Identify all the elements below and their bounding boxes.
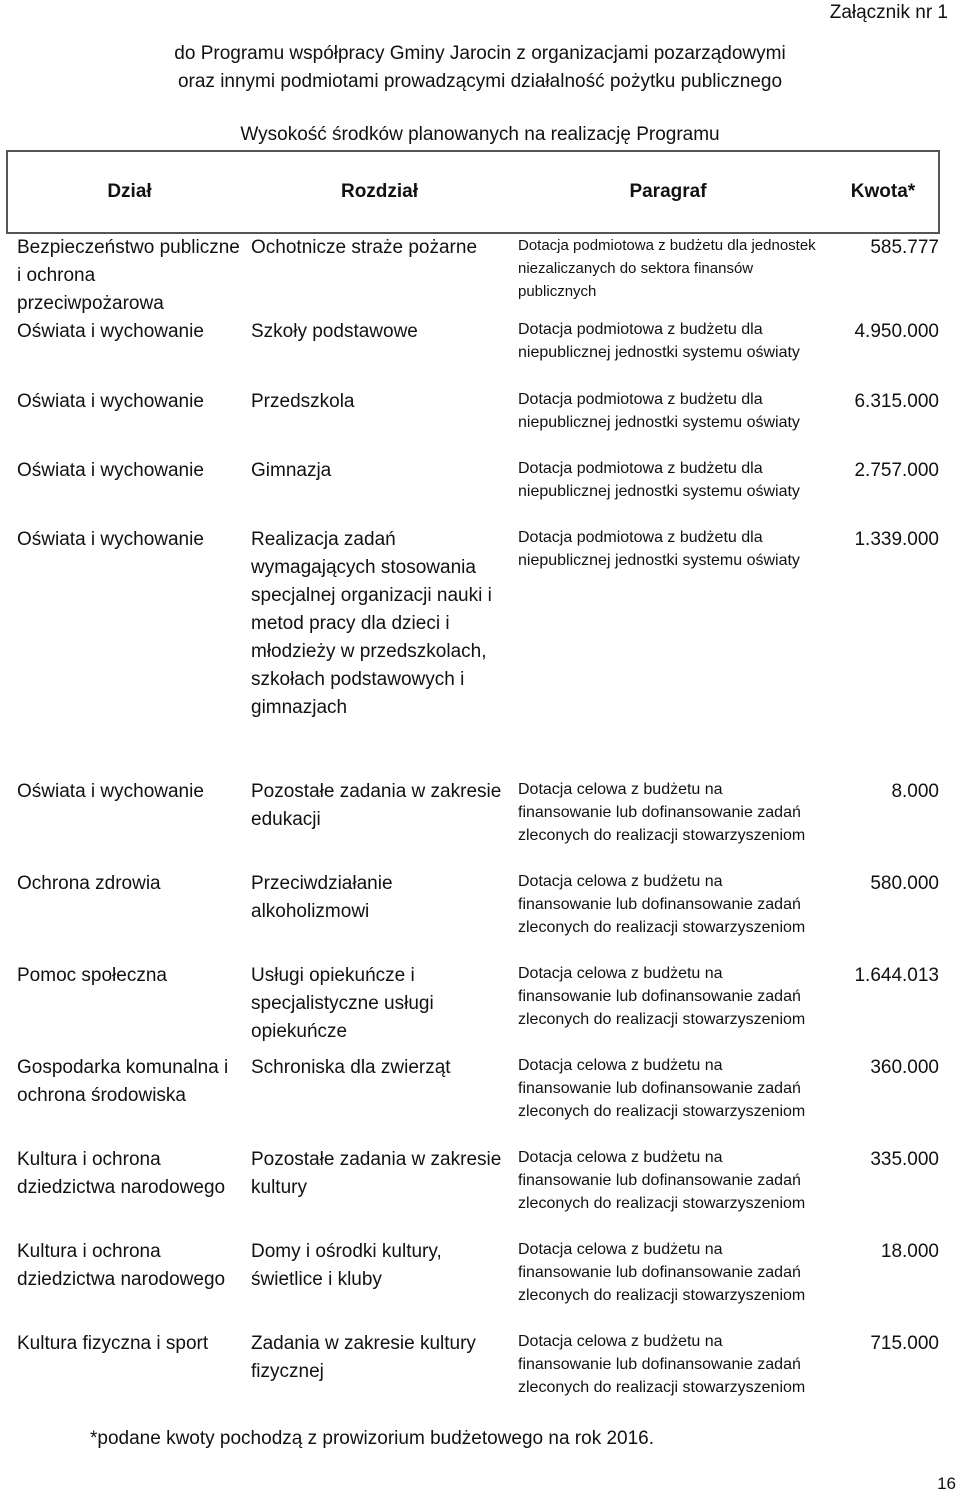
table-row [7,1330,939,1420]
cell-paragraf: Dotacja celowa z budżetu na finansowanie lub dofinansowanie zadań zleconych do realizacji stowarzyszeniom [518,873,806,936]
cell-paragraf: Dotacja podmiotowa z budżetu dla niepublicznej jednostki systemu oświaty [518,529,800,569]
cell-rozdzial: Pozostałe zadania w zakresie edukacji [251,781,502,830]
table-row [7,388,939,457]
cell-kwota: 18.000 [880,1241,939,1262]
cell-dzial: Kultura i ochrona dziedzictwa narodowego [17,1241,226,1290]
cell-paragraf: Dotacja celowa z budżetu na finansowanie lub dofinansowanie zadań zleconych do realizacji stowarzyszeniom [518,1241,806,1304]
cell-kwota: 335.000 [870,1149,939,1170]
cell-paragraf: Dotacja podmiotowa z budżetu dla niepublicznej jednostki systemu oświaty [518,321,800,361]
cell-dzial: Kultura i ochrona dziedzictwa narodowego [17,1149,226,1198]
cell-kwota: 8.000 [891,781,939,802]
table-row [7,318,939,388]
cell-kwota: 6.315.000 [854,391,939,412]
funding-table [6,150,940,1420]
header-paragraf: Paragraf [508,151,818,233]
cell-rozdzial: Domy i ośrodki kultury, świetlice i kluby [251,1241,442,1290]
table-title: Wysokość środków planowanych na realizację Programu [240,124,720,145]
cell-dzial: Bezpieczeństwo publiczne i ochrona przeciwpożarowa [17,237,240,314]
table-row [7,233,939,318]
cell-paragraf: Dotacja celowa z budżetu na finansowanie lub dofinansowanie zadań zleconych do realizacji stowarzyszeniom [518,1057,806,1120]
header-kwota: Kwota* [818,151,939,233]
page-number: 16 [937,1474,956,1493]
cell-kwota: 2.757.000 [854,460,939,481]
cell-rozdzial: Szkoły podstawowe [251,321,418,342]
cell-paragraf: Dotacja celowa z budżetu na finansowanie lub dofinansowanie zadań zleconych do realizacji stowarzyszeniom [518,781,806,844]
cell-paragraf: Dotacja podmiotowa z budżetu dla jednostek niezaliczanych do sektora finansów publicznych [518,237,816,300]
footnote: *podane kwoty pochodzą z prowizorium budżetowego na rok 2016. [90,1428,655,1449]
cell-dzial: Oświata i wychowanie [17,321,204,342]
cell-kwota: 1.644.013 [854,965,939,986]
cell-kwota: 580.000 [870,873,939,894]
cell-rozdzial: Przeciwdziałanie alkoholizmowi [251,873,393,922]
table-body [7,233,939,1420]
cell-kwota: 715.000 [870,1333,939,1354]
cell-rozdzial: Schroniska dla zwierząt [251,1057,451,1078]
cell-rozdzial: Pozostałe zadania w zakresie kultury [251,1149,502,1198]
table-row [7,962,939,1054]
cell-paragraf: Dotacja celowa z budżetu na finansowanie lub dofinansowanie zadań zleconych do realizacji stowarzyszeniom [518,965,806,1028]
table-row [7,457,939,526]
cell-dzial: Pomoc społeczna [17,965,167,986]
table-header-row [7,151,939,233]
cell-kwota: 1.339.000 [854,529,939,550]
attachment-label: Załącznik nr 1 [829,2,948,23]
program-subtitle [0,40,960,96]
cell-paragraf: Dotacja celowa z budżetu na finansowanie lub dofinansowanie zadań zleconych do realizacji stowarzyszeniom [518,1149,806,1212]
cell-kwota: 585.777 [870,237,939,258]
header-dzial: Dział [7,151,241,233]
table-row [7,1238,939,1330]
cell-dzial: Oświata i wychowanie [17,781,204,802]
table-row [7,870,939,962]
cell-dzial: Gospodarka komunalna i ochrona środowiska [17,1057,229,1106]
cell-dzial: Oświata i wychowanie [17,391,204,412]
cell-paragraf: Dotacja podmiotowa z budżetu dla niepublicznej jednostki systemu oświaty [518,460,800,500]
header-rozdzial: Rozdział [241,151,508,233]
cell-kwota: 360.000 [870,1057,939,1078]
cell-kwota: 4.950.000 [854,321,939,342]
cell-paragraf: Dotacja celowa z budżetu na finansowanie lub dofinansowanie zadań zleconych do realizacji stowarzyszeniom [518,1333,806,1396]
cell-rozdzial: Realizacja zadań wymagających stosowania specjalnej organizacji nauki i metod pracy dla dzieci i młodzieży w przedszkolach, szkołach podstawowych i gimnazjach [251,529,492,718]
subtitle-line-2: oraz innymi podmiotami prowadzącymi działalność pożytku publicznego [177,71,783,92]
cell-rozdzial: Gimnazja [251,460,332,481]
cell-dzial: Kultura fizyczna i sport [17,1333,209,1354]
table-row [7,778,939,870]
subtitle-line-1: do Programu współpracy Gminy Jarocin z organizacjami pozarządowymi [174,43,786,64]
cell-rozdzial: Usługi opiekuńcze i specjalistyczne usługi opiekuńcze [251,965,434,1042]
cell-dzial: Ochrona zdrowia [17,873,161,894]
cell-dzial: Oświata i wychowanie [17,460,204,481]
cell-dzial: Oświata i wychowanie [17,529,204,550]
cell-rozdzial: Ochotnicze straże pożarne [251,237,478,258]
cell-paragraf: Dotacja podmiotowa z budżetu dla niepublicznej jednostki systemu oświaty [518,391,800,431]
table-row [7,526,939,778]
cell-rozdzial: Przedszkola [251,391,355,412]
cell-rozdzial: Zadania w zakresie kultury fizycznej [251,1333,476,1382]
table-row [7,1146,939,1238]
table-row [7,1054,939,1146]
